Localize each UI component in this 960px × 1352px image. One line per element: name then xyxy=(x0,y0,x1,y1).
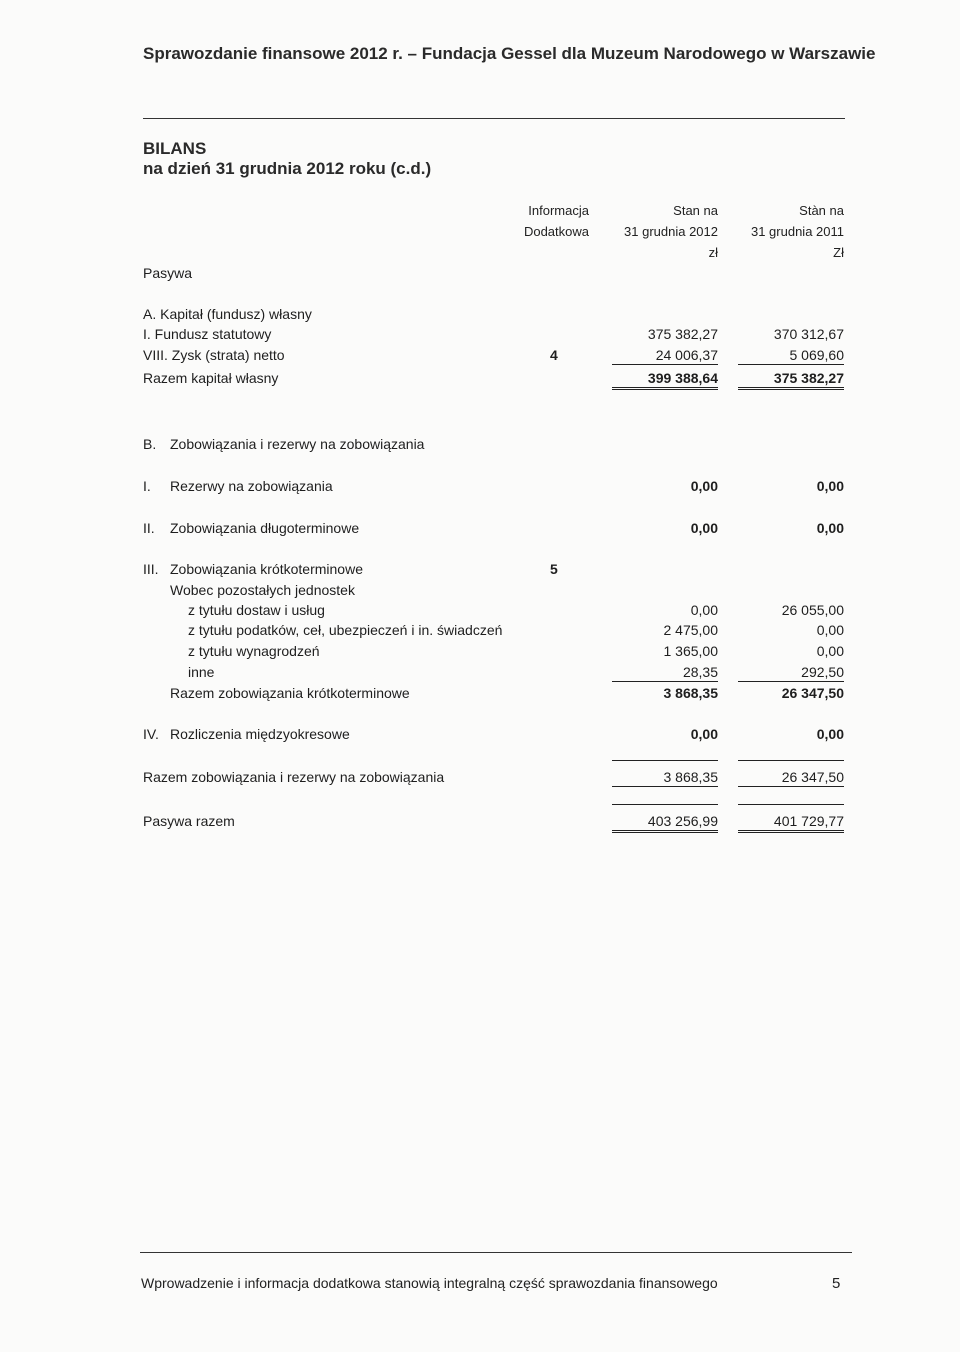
equity-total-2011: 375 382,27 xyxy=(738,370,844,390)
shortterm-row-value-2011: 0,00 xyxy=(816,643,844,659)
shortterm-row-value-2011: 26 055,00 xyxy=(781,602,844,618)
liabilities-total-2012: 3 868,35 xyxy=(612,760,718,787)
col2012-header-unit: zł xyxy=(708,245,718,260)
shortterm-row-value-2012: 1 365,00 xyxy=(663,643,718,659)
grand-total-2011: 401 729,77 xyxy=(738,804,844,833)
shortterm-label: Zobowiązania krótkoterminowe xyxy=(170,561,363,577)
page-number: 5 xyxy=(832,1275,841,1292)
longterm-label: Zobowiązania długoterminowe xyxy=(170,520,360,536)
reserves-label: Rezerwy na zobowiązania xyxy=(170,478,333,494)
liabilities-heading: Zobowiązania i rezerwy na zobowiązania xyxy=(170,436,425,452)
report-title-block xyxy=(143,139,431,179)
shortterm-row-value-2012: 0,00 xyxy=(690,602,718,618)
longterm-value-2012: 0,00 xyxy=(690,520,718,536)
equity-row-label: I. Fundusz statutowy xyxy=(143,326,272,342)
equity-row-value-2011: 370 312,67 xyxy=(773,326,844,342)
shortterm-row-value-2011: 292,50 xyxy=(738,664,844,682)
footer-text: Wprowadzenie i informacja dodatkowa stanowią integralną część sprawozdania finansowego xyxy=(141,1275,718,1291)
header-divider xyxy=(143,118,845,119)
footer-divider xyxy=(140,1252,852,1253)
grand-total-label: Pasywa razem xyxy=(143,813,235,829)
note-column-header-1: Informacja xyxy=(528,203,589,218)
shortterm-row-value-2012: 2 475,00 xyxy=(663,622,718,638)
shortterm-row-label: z tytułu wynagrodzeń xyxy=(188,643,320,659)
report-title: BILANS xyxy=(143,139,207,158)
longterm-value-2011: 0,00 xyxy=(816,520,844,536)
shortterm-row-value-2012: 28,35 xyxy=(612,664,718,682)
shortterm-total-2011: 26 347,50 xyxy=(781,685,844,701)
shortterm-row-label: z tytułu dostaw i usług xyxy=(188,602,325,618)
liabilities-heading-num: B. xyxy=(143,436,157,452)
section-label-pasywa: Pasywa xyxy=(143,265,193,281)
shortterm-row-value-2011: 0,00 xyxy=(816,622,844,638)
col2012-header-2: 31 grudnia 2012 xyxy=(624,224,718,239)
accruals-num: IV. xyxy=(143,726,159,742)
accruals-label: Rozliczenia międzyokresowe xyxy=(170,726,350,742)
equity-row-value-2012: 24 006,37 xyxy=(612,347,718,365)
note-column-header-2: Dodatkowa xyxy=(523,224,589,239)
col2011-header-1: Stàn na xyxy=(799,203,844,218)
shortterm-row-label: z tytułu podatków, ceł, ubezpieczeń i in. świadczeń xyxy=(188,622,503,638)
equity-row-value-2012: 375 382,27 xyxy=(647,326,718,342)
report-subtitle: na dzień 31 grudnia 2012 roku (c.d.) xyxy=(143,159,432,178)
document-header-title: Sprawozdanie finansowe 2012 r. – Fundacja Gessel dla Muzeum Narodowego w Warszawie xyxy=(143,44,876,63)
shortterm-total-2012: 3 868,35 xyxy=(663,685,718,701)
accruals-value-2012: 0,00 xyxy=(690,726,718,742)
shortterm-num: III. xyxy=(143,561,159,577)
reserves-value-2011: 0,00 xyxy=(816,478,844,494)
shortterm-sub-label: Wobec pozostałych jednostek xyxy=(170,582,355,598)
accruals-value-2011: 0,00 xyxy=(816,726,844,742)
equity-total-label: Razem kapitał własny xyxy=(143,370,279,386)
equity-total-2012: 399 388,64 xyxy=(612,370,718,390)
reserves-num: I. xyxy=(143,478,151,494)
equity-heading: A. Kapitał (fundusz) własny xyxy=(143,306,312,322)
col2012-header-1: Stan na xyxy=(673,203,718,218)
shortterm-note: 5 xyxy=(550,561,558,577)
liabilities-total-2011: 26 347,50 xyxy=(738,760,844,787)
shortterm-row-label: inne xyxy=(188,664,215,680)
equity-row-label: VIII. Zysk (strata) netto xyxy=(143,347,285,363)
reserves-value-2012: 0,00 xyxy=(690,478,718,494)
equity-row-value-2011: 5 069,60 xyxy=(738,347,844,365)
liabilities-total-label: Razem zobowiązania i rezerwy na zobowiązania xyxy=(143,769,445,785)
longterm-num: II. xyxy=(143,520,155,536)
col2011-header-unit: Zł xyxy=(833,245,844,260)
equity-row-note: 4 xyxy=(550,347,558,363)
col2011-header-2: 31 grudnia 2011 xyxy=(750,224,844,239)
grand-total-2012: 403 256,99 xyxy=(612,804,718,833)
shortterm-total-label: Razem zobowiązania krótkoterminowe xyxy=(170,685,410,701)
